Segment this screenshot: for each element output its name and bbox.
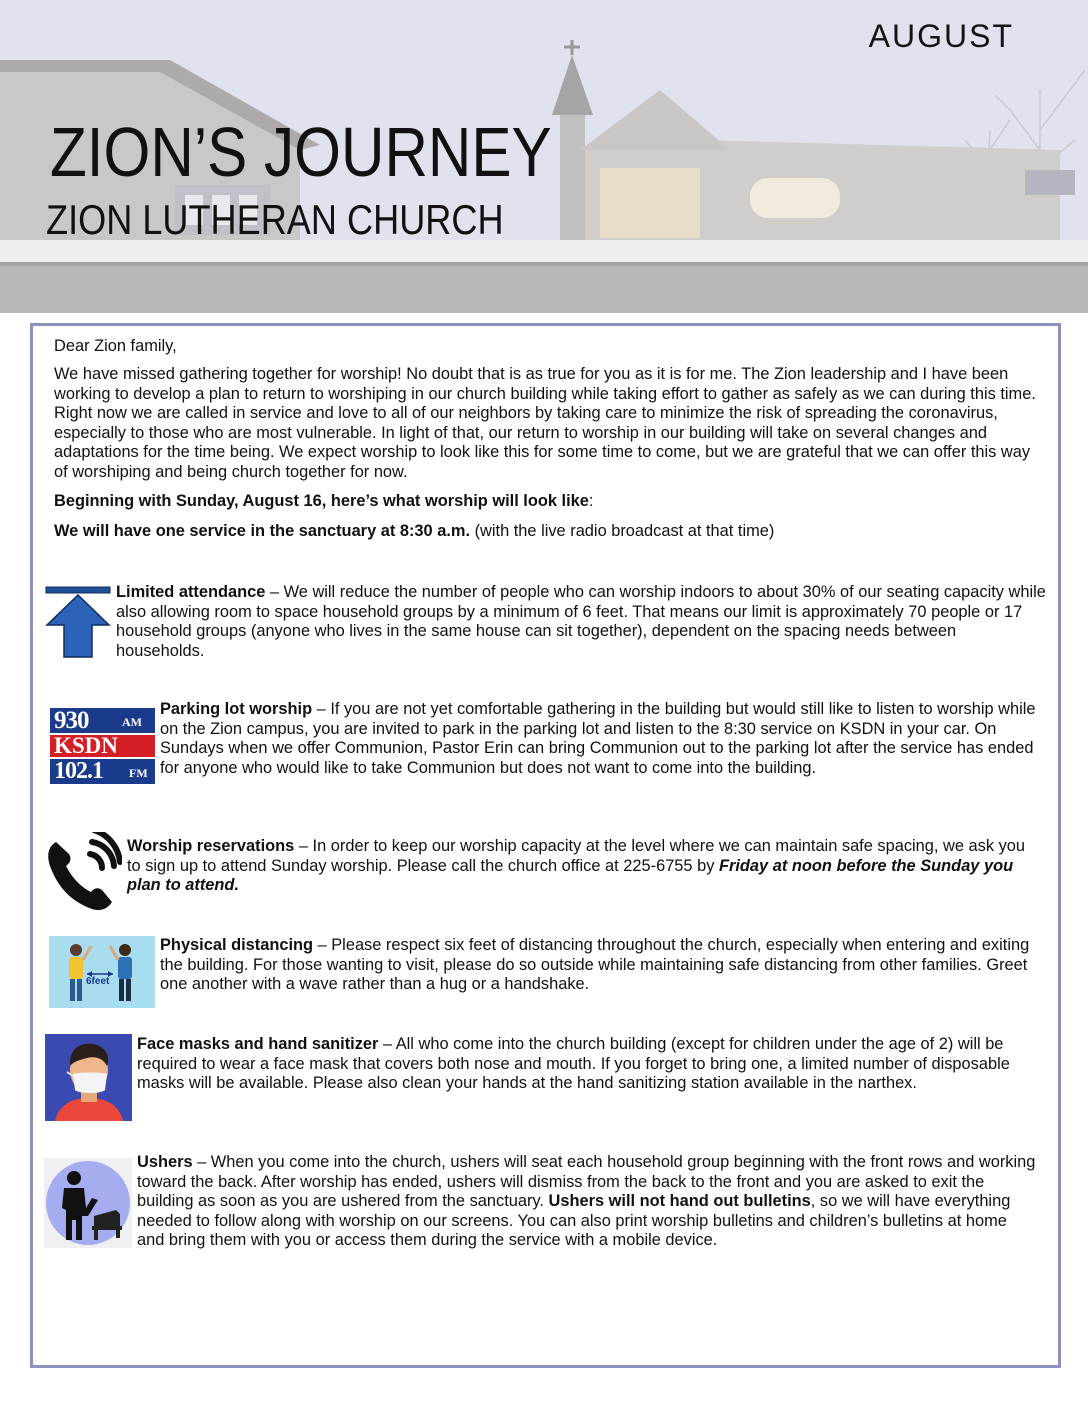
ushers-heading: Ushers [137, 1153, 193, 1171]
logo-fm-number: 102.1 [54, 758, 103, 784]
logo-am-suffix: AM [122, 715, 142, 729]
ksdn-radio-logo [50, 708, 155, 784]
reservations-text: – In order to keep our worship capacity at the level where we can maintain safe spacing, we ask you to sign up to attend Sunday worship. Please call the church office at 225-6755 by [127, 837, 1026, 875]
social-distancing-icon [49, 936, 155, 1008]
attendance-heading: Limited attendance [116, 583, 266, 601]
newsletter-title: ZION’S JOURNEY [50, 113, 552, 191]
greeting: Dear Zion family, [54, 337, 177, 355]
ushers-text-b: , so we will have everything needed to follow along with worship on our screens. You can also print worship bulletins and children’s bulletins at home and bring them with you or access them during the service with a mobile device. [137, 1192, 1011, 1250]
item-limited-attendance [116, 583, 1046, 661]
logo-am-number: 930 [54, 708, 89, 734]
beginning-bold: Beginning with Sunday, August 16, here’s what worship will look like [54, 492, 589, 510]
service-bold: We will have one service in the sanctuary at 8:30 a.m. [54, 522, 471, 540]
issue-month: AUGUST [868, 18, 1014, 54]
masks-text: – All who come into the church building (except for children under the age of 2) will be required to wear a face mask that covers both nose and mouth. If you forget to bring one, a limited number of disposable masks will be available. Please also clean your hands at the hand sanitizing station available in the narthex. [137, 1035, 1010, 1093]
item-face-masks [137, 1035, 1037, 1094]
distancing-heading: Physical distancing [160, 936, 314, 954]
service-rest: (with the live radio broadcast at that time) [470, 522, 775, 540]
service-line [54, 522, 774, 542]
item-physical-distancing [160, 936, 1040, 995]
arrow-up-icon [44, 585, 112, 659]
beginning-colon: : [588, 492, 594, 510]
masks-heading: Face masks and hand sanitizer [137, 1035, 379, 1053]
attendance-text: – We will reduce the number of people who can worship indoors to about 30% of our seating capacity while also allowing room to space household groups by a minimum of 6 feet. That means our limit is approximately 70 people or 17 household groups (anyone who lives in the same house can sit together), dependent on the spacing needs between households. [116, 583, 1046, 660]
reservations-heading: Worship reservations [127, 837, 295, 855]
item-parking-lot-worship [160, 700, 1040, 778]
intro-paragraph: We have missed gathering together for worship! No doubt that is as true for you as it is for me. The Zion leadership and I have been working to develop a plan to return to worshiping in our church building while taking effort to gather as safely as we can during this time. Right now we are called in service and love to all of our neighbors by taking care to minimize the risk of spreading the coronavirus, especially to those who are most vulnerable. In light of that, our return to worship in our building will take on several changes and adaptations for the time being. We expect worship to look like this for some time to come, but we are grateful that we can offer this way of worshiping and being church together for now. [54, 365, 1036, 481]
parking-heading: Parking lot worship [160, 700, 313, 718]
face-mask-icon [45, 1034, 132, 1121]
parking-text: – If you are not yet comfortable gathering in the building but would still like to listen to worship while on the Zion campus, you are invited to park in the parking lot and listen to the 8:30 service on KSDN in your car. On Sundays when we offer Communion, Pastor Erin can bring Communion out to the parking lot after the service has ended for anyone who would like to take Communion but does not want to come into the building. [160, 700, 1036, 777]
logo-fm-suffix: FM [129, 766, 148, 780]
masthead [0, 0, 1088, 313]
ushers-bold: Ushers will not hand out bulletins [548, 1192, 811, 1211]
newsletter-subtitle: ZION LUTHERAN CHURCH [46, 196, 504, 243]
beginning-line [54, 492, 593, 512]
usher-icon [44, 1158, 132, 1248]
distancing-text: – Please respect six feet of distancing throughout the church, especially when entering and exiting the building. For those wanting to visit, please do so outside while maintaining safe distancing from other families. Greet one another with a wave rather than a hug or a handshake. [160, 936, 1030, 994]
logo-call-sign: KSDN [54, 733, 118, 758]
ushers-text-a: – When you come into the church, ushers will seat each household group beginning with the front rows and working toward the back. After worship has ended, ushers will dismiss from the back to the front and you are asked to exit the building as soon as you are ushered from the sanctuary. [137, 1153, 1036, 1211]
phone-icon [44, 832, 122, 912]
distance-label: 6feet [86, 976, 110, 987]
item-worship-reservations [127, 837, 1037, 896]
item-ushers [137, 1153, 1037, 1251]
reservations-emphasis: Friday at noon before the Sunday you plan to attend. [127, 856, 1014, 895]
